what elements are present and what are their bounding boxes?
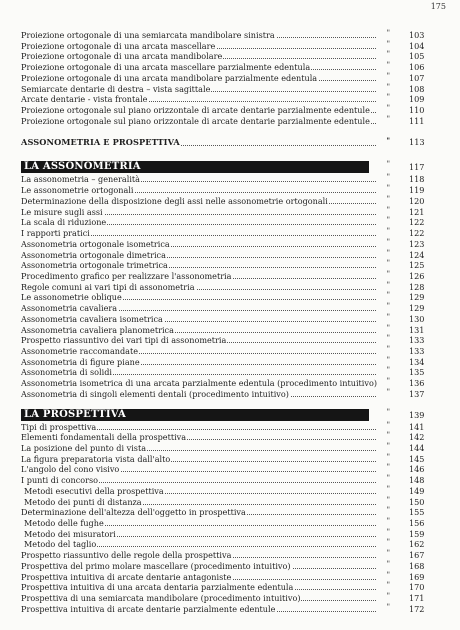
- entry-title: Determinazione della disposizione degli assi nelle assonometrie ortogonali: [21, 195, 328, 206]
- ditto-mark: ": [386, 387, 390, 396]
- ditto-mark: ": [386, 114, 390, 123]
- entry-page: 128: [409, 281, 425, 292]
- ditto-mark: ": [386, 592, 390, 601]
- toc-entry: [24, 539, 439, 550]
- ditto-mark: ": [386, 184, 390, 193]
- toc-entry: [21, 30, 439, 41]
- entry-page: 131: [409, 324, 425, 335]
- toc-entry: [21, 572, 439, 583]
- entry-page: 103: [409, 30, 425, 40]
- ditto-mark: ": [386, 559, 390, 568]
- ditto-mark: ": [386, 194, 390, 203]
- entry-page: 155: [409, 507, 425, 518]
- ditto-mark: ": [386, 366, 390, 375]
- ditto-mark: ": [386, 71, 390, 80]
- chapter-title-bar: LA PROSPETTIVA: [21, 409, 369, 421]
- entry-page: 126: [409, 270, 425, 281]
- entry-page: 141: [409, 421, 425, 432]
- entry-page: 118: [409, 174, 425, 185]
- entry-page: 123: [409, 238, 425, 249]
- toc-entry: [21, 271, 439, 282]
- page-number: 175: [430, 2, 446, 11]
- toc-entry: [21, 432, 439, 443]
- entry-page: 110: [409, 105, 425, 116]
- entry-page: 121: [409, 206, 425, 217]
- entry-title: Proiezione ortogonale di una arcata mandibolare: [21, 51, 223, 62]
- toc-entry: [21, 292, 439, 303]
- part-heading: [21, 137, 439, 148]
- ditto-mark: ": [386, 312, 390, 321]
- ditto-mark: ": [386, 527, 390, 536]
- ditto-mark: ": [386, 269, 390, 278]
- toc-entry: [21, 475, 439, 486]
- toc-entry: [21, 217, 439, 228]
- toc-entry: [21, 41, 439, 52]
- entry-page: 145: [409, 453, 425, 464]
- entry-title: Proiezione ortogonale di una arcata mascellare: [21, 40, 216, 51]
- entry-page: 133: [409, 335, 425, 346]
- ditto-mark: ": [386, 570, 390, 579]
- toc-entry: [24, 486, 439, 497]
- toc-entry: [21, 550, 439, 561]
- toc-entry: [21, 389, 439, 400]
- entry-title: Arcate dentarie - vista frontale: [21, 94, 148, 105]
- toc-entry: [21, 378, 439, 389]
- ditto-mark: ": [386, 61, 390, 70]
- entry-page: 149: [409, 485, 425, 496]
- entry-title: Proiezione ortogonale di una arcata mandibolare parzialmente edentula: [21, 72, 318, 83]
- toc-entry: [21, 464, 439, 475]
- toc-entry: [24, 529, 439, 540]
- entry-title: Assonometria isometrica di una arcata parzialmente edentula (procedimento intuitivo): [21, 378, 377, 389]
- entry-page: 170: [409, 582, 425, 593]
- entry-page: 168: [409, 560, 425, 571]
- toc-entry: [21, 422, 439, 433]
- entry-title: Prospettiva di una semiarcata mandibolare (procedimento intuitivo): [21, 593, 301, 604]
- toc-list-assonometria: [21, 174, 439, 399]
- ditto-mark: ": [386, 442, 390, 450]
- ditto-mark: ": [386, 355, 390, 364]
- entry-title: Determinazione dell'altezza dell'oggetto in prospettiva: [21, 507, 246, 518]
- entry-title: Proiezione ortogonale di una semiarcata mandibolare sinistra: [21, 30, 275, 40]
- entry-title: Proiezione ortogonale sul piano orizzontale di arcate dentarie parzialmente edentule: [21, 115, 370, 126]
- entry-page: 156: [409, 518, 425, 529]
- ditto-mark: ": [386, 323, 390, 332]
- entry-page: 119: [409, 185, 425, 196]
- entry-title: Le assonometrie oblique: [21, 292, 122, 303]
- entry-page: 129: [409, 303, 425, 314]
- entry-title: Metodo delle fughe: [24, 518, 104, 529]
- ditto-mark: ": [386, 280, 390, 289]
- entry-title: Procedimento grafico per realizzare l'assonometria: [21, 270, 232, 281]
- entry-title: L'angolo del cono visivo: [21, 464, 120, 475]
- toc-entry: [21, 582, 439, 593]
- entry-title: Assonometria ortogonale isometrica: [21, 238, 170, 249]
- toc-entry: [21, 454, 439, 465]
- toc-entry: [21, 207, 439, 218]
- entry-title: Assonometria di figure piane: [21, 356, 140, 367]
- entry-title: Metodo dei punti di distanza: [24, 496, 142, 507]
- entry-page: 144: [409, 443, 425, 453]
- entry-page: 105: [409, 51, 425, 62]
- entry-page: 167: [409, 550, 425, 561]
- entry-page: 146: [409, 464, 425, 475]
- ditto-mark: ": [386, 495, 390, 504]
- entry-title: Assonometria cavaliera isometrica: [21, 313, 163, 324]
- entry-page: 172: [409, 603, 425, 614]
- entry-title: I punti di concorso: [21, 475, 99, 486]
- toc-entry: [21, 357, 439, 368]
- entry-title: Metodo del taglio: [24, 539, 97, 550]
- ditto-mark: ": [386, 474, 390, 483]
- entry-page: 136: [409, 378, 425, 389]
- entry-page: 107: [409, 72, 425, 83]
- chapter-heading-prospettiva: [21, 409, 439, 421]
- ditto-mark: ": [386, 302, 390, 311]
- entry-title: Semiarcate dentarie di destra – vista sagittale: [21, 83, 211, 94]
- ditto-mark: ": [386, 549, 390, 558]
- entry-page: 162: [409, 539, 425, 550]
- ditto-mark: ": [386, 50, 390, 59]
- ditto-mark: ": [386, 39, 390, 48]
- toc-entry: [21, 443, 439, 454]
- ditto-mark: ": [386, 160, 390, 169]
- entry-page: 159: [409, 528, 425, 539]
- toc-entry: [21, 196, 439, 207]
- entry-title: Prospettiva intuitiva di una arcata dentaria parzialmente edentula: [21, 582, 294, 593]
- entry-page: 142: [409, 432, 425, 443]
- ditto-mark: ": [386, 248, 390, 257]
- entry-page: 122: [409, 217, 425, 228]
- ditto-mark: ": [386, 463, 390, 472]
- entry-page: 169: [409, 571, 425, 582]
- entry-page: 171: [409, 593, 425, 604]
- table-of-contents: [21, 30, 439, 615]
- entry-title: La posizione del punto di vista: [21, 443, 147, 453]
- ditto-mark: ": [386, 104, 390, 113]
- toc-entry: [21, 250, 439, 261]
- entry-title: Assonometria cavaliera planometrica: [21, 324, 174, 335]
- entry-title: Proiezione ortogonale sul piano orizzontale di arcate dentarie parzialmente edentule: [21, 105, 370, 116]
- ditto-mark: ": [386, 205, 390, 214]
- chapter-heading-assonometria: [21, 161, 439, 173]
- entry-page: 134: [409, 356, 425, 367]
- entry-title: Prospetto riassuntivo delle regole della prospettiva: [21, 550, 232, 561]
- ditto-mark: ": [386, 452, 390, 461]
- ditto-mark: ": [386, 517, 390, 526]
- entry-title: Prospettiva intuitiva di arcate dentarie antagoniste: [21, 571, 232, 582]
- chapter-title-bar: LA ASSONOMETRIA: [21, 161, 369, 173]
- toc-entry: [21, 174, 439, 185]
- toc-entry: [21, 239, 439, 250]
- entry-title: La assonometria – generalità: [21, 174, 140, 185]
- entry-title: Assonometria cavaliera: [21, 303, 118, 314]
- ditto-mark: ": [386, 377, 390, 386]
- entry-page: 124: [409, 249, 425, 260]
- toc-entry: [24, 497, 439, 508]
- ditto-mark: ": [386, 344, 390, 353]
- ditto-mark: ": [386, 237, 390, 246]
- entry-page: 109: [409, 94, 425, 105]
- toc-entry: [21, 325, 439, 336]
- toc-entry: [21, 84, 439, 95]
- entry-title: Assonometria ortogonale trimetrica: [21, 260, 168, 271]
- entry-title: Le misure sugli assi: [21, 206, 103, 217]
- ditto-mark: ": [386, 173, 390, 182]
- entry-page: 133: [409, 345, 425, 356]
- toc-entry: [21, 367, 439, 378]
- chapter-page: 117: [409, 162, 425, 173]
- entry-title: La figura preparatoria vista dall'alto: [21, 453, 171, 464]
- entry-title: Assonometria ortogonale dimetrica: [21, 249, 166, 260]
- toc-entry: [24, 518, 439, 529]
- toc-entry: [21, 346, 439, 357]
- toc-entry: [21, 185, 439, 196]
- ditto-mark: ": [386, 431, 390, 440]
- toc-entry: [21, 282, 439, 293]
- entry-page: 129: [409, 292, 425, 303]
- toc-list-orthogonal: [21, 30, 439, 126]
- entry-title: Prospettiva del primo molare mascellare (procedimento intuitivo): [21, 560, 291, 571]
- ditto-mark: ": [386, 216, 390, 225]
- toc-entry: [21, 303, 439, 314]
- entry-title: Assonometria di singoli elementi dentali (procedimento intuitivo): [21, 388, 289, 399]
- toc-entry: [21, 507, 439, 518]
- toc-entry: [21, 604, 439, 615]
- ditto-mark: ": [386, 93, 390, 102]
- entry-title: Assonometrie raccomandate: [21, 345, 139, 356]
- toc-entry: [21, 314, 439, 325]
- toc-entry: [21, 105, 439, 116]
- toc-entry: [21, 116, 439, 127]
- entry-page: 104: [409, 40, 425, 51]
- ditto-mark: ": [386, 136, 390, 146]
- entry-title: Regole comuni ai vari tipi di assonometria: [21, 281, 195, 292]
- entry-page: 125: [409, 260, 425, 271]
- toc-entry: [21, 228, 439, 239]
- entry-page: 137: [409, 388, 425, 399]
- toc-entry: [21, 94, 439, 105]
- toc-entry: [21, 260, 439, 271]
- ditto-mark: ": [386, 506, 390, 515]
- ditto-mark: ": [386, 602, 390, 611]
- entry-page: 122: [409, 228, 425, 239]
- ditto-mark: ": [386, 484, 390, 493]
- entry-title: Assonometria di solidi: [21, 367, 112, 378]
- toc-entry: [21, 561, 439, 572]
- ditto-mark: ": [386, 581, 390, 590]
- ditto-mark: ": [386, 407, 390, 416]
- entry-title: Prospettiva intuitiva di arcate dentarie parzialmente edentule: [21, 603, 276, 614]
- entry-page: 120: [409, 195, 425, 206]
- toc-entry: [21, 51, 439, 62]
- toc-entry: [21, 62, 439, 73]
- toc-entry: [21, 335, 439, 346]
- ditto-mark: ": [386, 29, 390, 37]
- toc-entry: [21, 73, 439, 84]
- ditto-mark: ": [386, 82, 390, 91]
- entry-title: Metodo dei misuratori: [24, 528, 116, 539]
- chapter-page: 139: [409, 409, 425, 420]
- ditto-mark: ": [386, 420, 390, 429]
- entry-page: 106: [409, 62, 425, 73]
- entry-page: 150: [409, 496, 425, 507]
- ditto-mark: ": [386, 259, 390, 268]
- entry-page: 111: [409, 115, 425, 126]
- part-page: 113: [409, 137, 425, 148]
- ditto-mark: ": [386, 538, 390, 547]
- entry-title: Elementi fondamentali della prospettiva: [21, 432, 187, 443]
- entry-title: Proiezione ortogonale di una arcata mascellare parzialmente edentula: [21, 62, 311, 73]
- ditto-mark: ": [386, 227, 390, 236]
- entry-page: 130: [409, 313, 425, 324]
- entry-page: 148: [409, 475, 425, 486]
- part-title: ASSONOMETRIA E PROSPETTIVA: [21, 137, 180, 148]
- ditto-mark: ": [386, 291, 390, 300]
- entry-title: La scala di riduzione: [21, 217, 107, 228]
- entry-title: Prospetto riassuntivo dei vari tipi di assonometria: [21, 335, 227, 346]
- entry-page: 108: [409, 83, 425, 94]
- toc-entry: [21, 593, 439, 604]
- entry-page: 135: [409, 367, 425, 378]
- entry-title: Metodi esecutivi della prospettiva: [24, 485, 164, 496]
- entry-title: Le assonometrie ortogonali: [21, 185, 134, 196]
- ditto-mark: ": [386, 334, 390, 343]
- entry-title: Tipi di prospettiva: [21, 421, 97, 432]
- entry-title: I rapporti pratici: [21, 228, 90, 239]
- toc-list-prospettiva: [21, 422, 439, 615]
